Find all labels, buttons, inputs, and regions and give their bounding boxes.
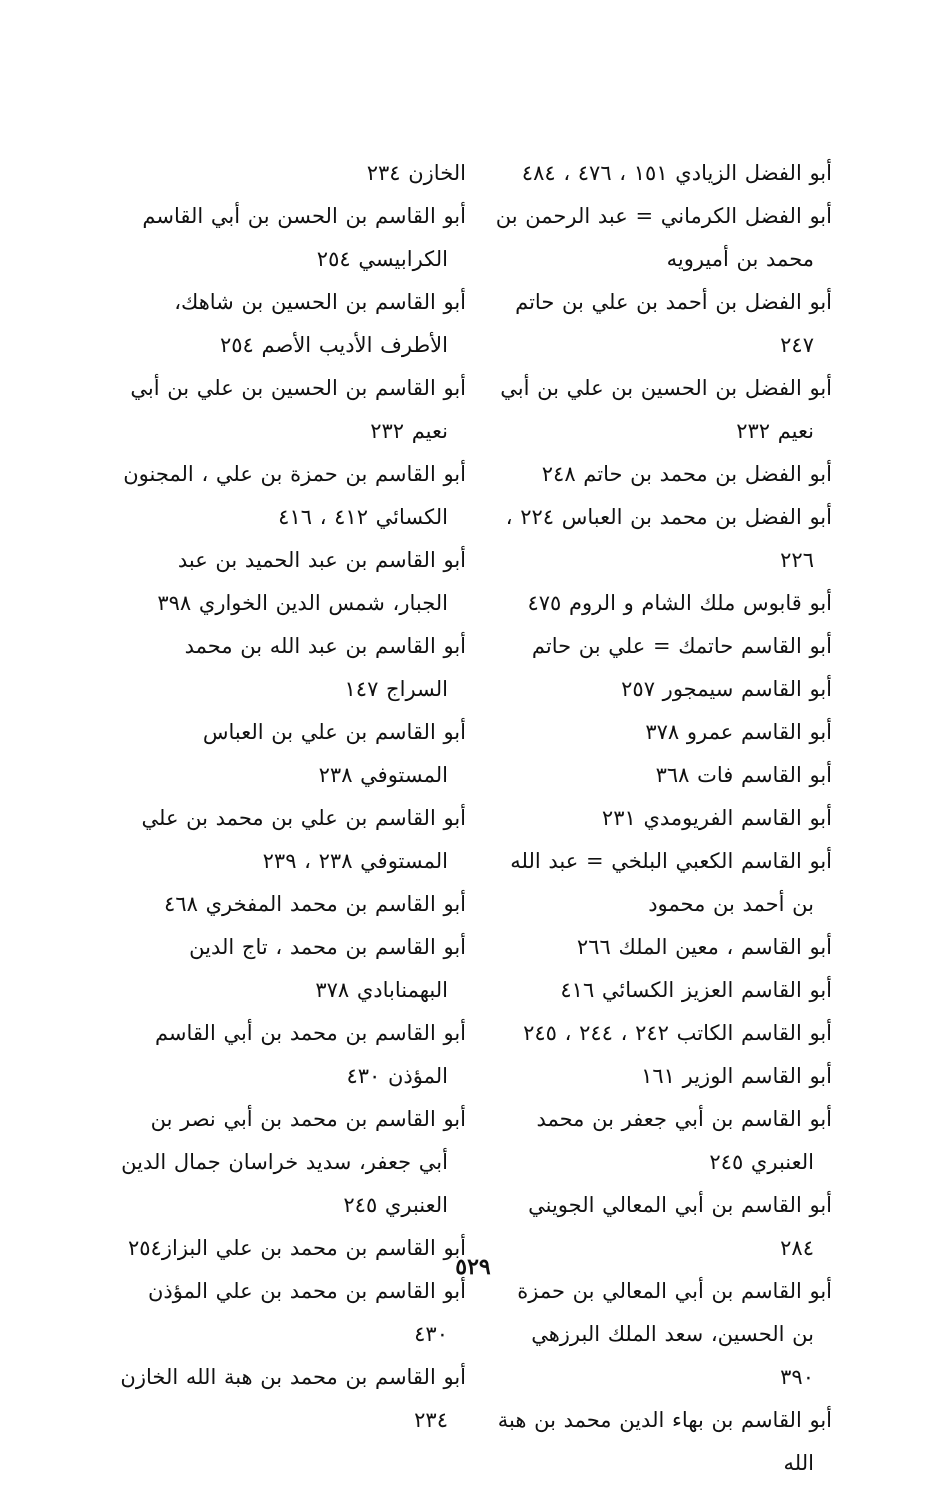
index-entry: أبو القاسم بن عبد الحميد بن عبد الجبار، شمس الدين الخواري ٣٩٨ bbox=[157, 548, 466, 615]
index-entry: أبو القاسم ، معين الملك ٢٦٦ bbox=[576, 935, 832, 959]
index-entry: أبو الفضل بن أحمد بن علي بن حاتم ٢٤٧ bbox=[515, 290, 832, 357]
index-entry: أبو القاسم عمرو ٣٧٨ bbox=[645, 720, 832, 744]
index-entry: أبو القاسم بن بهاء الدين محمد بن هبة الله bbox=[497, 1408, 832, 1475]
index-entry: أبو القاسم بن علي بن العباس المستوفي ٢٣٨ bbox=[202, 720, 466, 787]
index-entry: أبو القاسم بن أبي جعفر بن محمد العنبري ٢٤٥ bbox=[536, 1107, 832, 1174]
index-entry: أبو القاسم حاتمك = علي بن حاتم bbox=[531, 634, 832, 658]
index-entry: الخازن ٢٣٤ bbox=[366, 161, 466, 185]
index-entry: أبو القاسم بن علي بن محمد بن علي المستوفي ٢٣٨ ، ٢٣٩ bbox=[141, 806, 466, 873]
index-entry: أبو القاسم الكعبي البلخي = عبد الله بن أحمد بن محمود bbox=[510, 849, 832, 916]
index-entry: أبو القاسم فات ٣٦٨ bbox=[655, 763, 832, 787]
index-entry: أبو القاسم بن الحسين بن شاهك، الأطرف الأديب الأصم ٢٥٤ bbox=[174, 290, 466, 357]
index-column-left bbox=[118, 152, 466, 1442]
index-entry: أبو القاسم بن عبد الله بن محمد السراج ١٤٧ bbox=[184, 634, 466, 701]
index-entry: أبو القاسم بن محمد بن أبي نصر بن أبي جعفر، سديد خراسان جمال الدين العنبري ٢٤٥ bbox=[121, 1107, 466, 1217]
index-column-right bbox=[490, 152, 832, 1485]
index-entry: أبو القاسم بن محمد ، تاج الدين البهمنابادي ٣٧٨ bbox=[189, 935, 466, 1002]
index-entry: أبو القاسم بن محمد بن علي البزاز٢٥٤ bbox=[128, 1236, 466, 1260]
index-entry: أبو القاسم بن محمد المفخري ٤٦٨ bbox=[164, 892, 466, 916]
index-entry: أبو الفضل بن الحسين بن علي بن أبي نعيم ٢٣٢ bbox=[500, 376, 832, 443]
index-entry: أبو القاسم بن الحسن بن أبي القاسم الكرابيسي ٢٥٤ bbox=[142, 204, 466, 271]
index-entry: أبو القاسم بن الحسين بن علي بن أبي نعيم ٢٣٢ bbox=[130, 376, 466, 443]
index-entry: أبو القاسم بن حمزة بن علي ، المجنون الكسائي ٤١٢ ، ٤١٦ bbox=[123, 462, 466, 529]
index-entry: أبو القاسم الوزير ١٦١ bbox=[641, 1064, 832, 1088]
index-entry: أبو الفضل الكرماني = عبد الرحمن بن محمد بن أميرويه bbox=[495, 204, 832, 271]
index-entry: أبو القاسم بن محمد بن علي المؤذن ٤٣٠ bbox=[147, 1279, 466, 1346]
index-entry: أبو الفضل بن محمد بن حاتم ٢٤٨ bbox=[541, 462, 832, 486]
index-entry: أبو القاسم سيمجور ٢٥٧ bbox=[621, 677, 832, 701]
index-entry: أبو القاسم بن أبي المعالي بن حمزة بن الحسين، سعد الملك البرزهي ٣٩٠ bbox=[517, 1279, 832, 1389]
index-entry: أبو قابوس ملك الشام و الروم ٤٧٥ bbox=[527, 591, 832, 615]
index-entry: أبو القاسم العزيز الكسائي ٤١٦ bbox=[560, 978, 832, 1002]
index-entry: أبو القاسم بن محمد بن هبة الله الخازن ٢٣٤ bbox=[120, 1365, 466, 1432]
index-entry: أبو الفضل الزيادي ١٥١ ، ٤٧٦ ، ٤٨٤ bbox=[521, 161, 832, 185]
page-number: ٥٢٩ bbox=[455, 1254, 491, 1280]
index-entry: أبو القاسم بن محمد بن أبي القاسم المؤذن ٤٣٠ bbox=[154, 1021, 466, 1088]
index-entry: أبو القاسم بن أبي المعالي الجويني ٢٨٤ bbox=[528, 1193, 832, 1260]
index-entry: أبو القاسم الكاتب ٢٤٢ ، ٢٤٤ ، ٢٤٥ bbox=[523, 1021, 832, 1045]
index-entry: أبو الفضل بن محمد بن العباس ٢٢٤ ، ٢٢٦ bbox=[505, 505, 832, 572]
index-entry: أبو القاسم الفريومدي ٢٣١ bbox=[601, 806, 832, 830]
